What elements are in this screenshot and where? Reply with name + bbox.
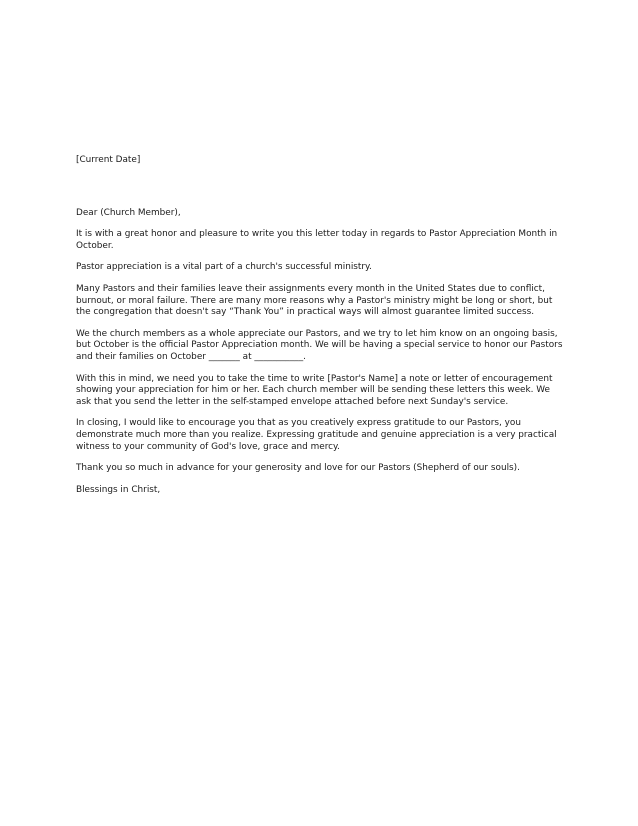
paragraph-service: We the church members as a whole appreciate our Pastors, and we try to let him know on an ongoing basis, but October is the official Pastor Appreciation month. We will be having a special service to honor our Pastors and their families on October _______ at ___________. [76,328,563,362]
paragraph-thanks: Thank you so much in advance for your generosity and love for our Pastors (Shepherd of our souls). [76,463,520,474]
letter-date: [Current Date] [76,155,141,165]
letter-salutation: Dear (Church Member), [76,207,181,218]
paragraph-request: With this in mind, we need you to take the time to write [Pastor's Name] a note or letter of encouragement showing your appreciation for him or her. Each church member will be sending these letters this week. We ask that you send the letter in the self-stamped envelope attached before next Sunday's service. [76,373,553,407]
paragraph-intro: It is with a great honor and pleasure to write you this letter today in regards to Pastor Appreciation Month in October. [76,229,558,251]
paragraph-closing-thoughts: In closing, I would like to encourage you that as you creatively express gratitude to our Pastors, you demonstrate much more than you realize. Expressing gratitude and genuine appreciation is a very practical witness to your community of God's love, grace and mercy. [76,418,557,452]
paragraph-importance: Pastor appreciation is a vital part of a church's successful ministry. [76,262,372,273]
letter-body [76,155,566,496]
paragraph-reasons: Many Pastors and their families leave their assignments every month in the United States due to conflict, burnout, or moral failure. There are many more reasons why a Pastor's ministry might be long or short, but the congregation that doesn't say “Thank You” in practical ways will almost guarantee limited success. [76,283,553,318]
letter-closing: Blessings in Christ, [76,484,161,495]
